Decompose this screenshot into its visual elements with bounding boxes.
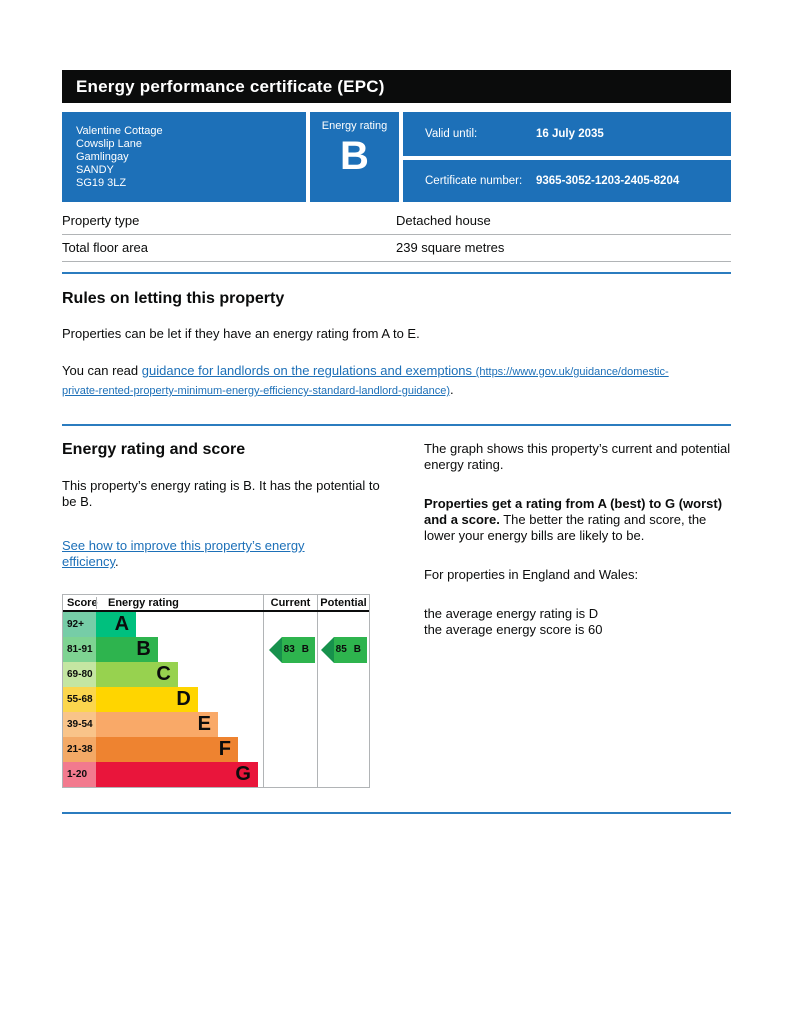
guidance-suffix-text: . [450, 382, 454, 397]
landlord-guidance-link-text: guidance for landlords on the regulations and exemptions [141, 363, 473, 378]
document-title-bar [62, 70, 731, 103]
current-cell [263, 712, 317, 737]
chart-band-row [63, 712, 369, 737]
landlord-guidance-link[interactable] [62, 363, 669, 397]
valid-until-label: Valid until: [425, 128, 478, 140]
average-rating-line: the average energy rating is D [423, 606, 599, 621]
certificate-number-label: Certificate number: [425, 175, 523, 187]
property-address [62, 112, 306, 202]
band-score-range: 21-38 [63, 737, 96, 762]
chart-potential-header: Potential [317, 595, 369, 610]
arrow-body [334, 637, 367, 663]
potential-cell [317, 662, 369, 687]
rules-paragraph: Properties can be let if they have an energy rating from A to E. [62, 326, 420, 341]
rules-heading: Rules on letting this property [62, 290, 285, 307]
band-bar-a: A [96, 612, 136, 637]
current-cell [263, 737, 317, 762]
chart-band-row [63, 662, 369, 687]
floor-area-label: Total floor area [62, 240, 148, 255]
band-score-range: 39-54 [63, 712, 96, 737]
arrow-letter: B [353, 644, 361, 655]
band-bar-b: B [96, 637, 158, 662]
improve-efficiency-link[interactable]: See how to improve this property’s energy efficiency [62, 538, 305, 569]
england-wales-intro: For properties in England and Wales: [423, 567, 639, 582]
energy-rating-value: B [340, 134, 369, 178]
rating-heading: Energy rating and score [62, 441, 246, 458]
potential-cell [317, 737, 369, 762]
rating-arrow [269, 637, 315, 663]
band-bar-c: C [96, 662, 178, 687]
band-bar-area [96, 662, 263, 687]
chart-rows [63, 612, 369, 787]
certificate-number-row [403, 160, 731, 202]
valid-until-row [403, 112, 731, 156]
table-row [62, 208, 731, 235]
property-type-value: Detached house [396, 213, 491, 228]
rating-left-column [62, 441, 391, 788]
band-bar-area [96, 712, 263, 737]
page-title: Energy performance certificate (EPC) [76, 76, 385, 96]
arrow-letter: B [301, 644, 309, 655]
potential-cell [317, 712, 369, 737]
table-row [62, 235, 731, 262]
rating-explainer [424, 496, 731, 544]
band-bar-f: F [96, 737, 238, 762]
floor-area-value: 239 square metres [396, 240, 505, 255]
arrow-tip [321, 637, 334, 663]
rating-summary-paragraph: This property’s energy rating is B. It has the potential to be B. [62, 478, 380, 509]
band-bar-area [96, 612, 263, 637]
band-bar-g: G [96, 762, 258, 787]
certificate-number-value: 9365-3052-1203-2405-8204 [536, 175, 680, 187]
property-facts-table [62, 208, 731, 262]
chart-rating-header: Energy rating [96, 597, 263, 609]
arrow-tip [269, 637, 282, 663]
potential-cell [317, 762, 369, 787]
guidance-prefix-text: You can read [62, 363, 142, 378]
average-score-line: the average energy score is 60 [423, 622, 603, 637]
section-divider [62, 424, 731, 426]
band-bar-area [96, 637, 263, 662]
section-divider [62, 272, 731, 274]
rules-guidance-paragraph [62, 362, 702, 400]
improve-link-wrap [62, 538, 352, 570]
chart-band-row [63, 737, 369, 762]
arrow-body [282, 637, 315, 663]
chart-score-header: Score [67, 596, 98, 609]
chart-header-row [63, 595, 369, 612]
address-line: SG19 3LZ [76, 177, 127, 189]
rating-right-column [424, 441, 731, 788]
rating-arrow [321, 637, 367, 663]
band-bar-area [96, 687, 263, 712]
address-line: Valentine Cottage [76, 125, 163, 137]
summary-panel [62, 112, 731, 202]
arrow-score: 83 [283, 644, 295, 655]
energy-rating-section [62, 441, 731, 788]
potential-cell [317, 612, 369, 637]
energy-rating-chart [62, 594, 370, 788]
property-type-label: Property type [62, 213, 140, 228]
chart-band-row [63, 687, 369, 712]
rules-section [62, 290, 731, 400]
chart-current-header: Current [263, 595, 317, 610]
chart-band-row [63, 612, 369, 637]
energy-rating-box [310, 112, 399, 202]
address-line: Cowslip Lane [76, 138, 143, 150]
band-bar-d: D [96, 687, 198, 712]
band-score-range: 92+ [63, 612, 96, 637]
band-bar-area [96, 762, 263, 787]
section-divider [62, 812, 731, 814]
potential-cell [317, 687, 369, 712]
arrow-score: 85 [335, 644, 347, 655]
address-line: SANDY [76, 164, 114, 176]
current-cell [263, 687, 317, 712]
current-cell [263, 637, 317, 662]
band-bar-area [96, 737, 263, 762]
valid-until-value: 16 July 2035 [536, 128, 604, 140]
band-score-range: 55-68 [63, 687, 96, 712]
current-cell [263, 662, 317, 687]
chart-band-row [63, 637, 369, 662]
current-cell [263, 612, 317, 637]
band-bar-e: E [96, 712, 218, 737]
certificate-info-stack [403, 112, 731, 202]
band-score-range: 81-91 [63, 637, 96, 662]
energy-rating-label: Energy rating [321, 120, 388, 132]
potential-cell [317, 637, 369, 662]
band-score-range: 69-80 [63, 662, 96, 687]
current-cell [263, 762, 317, 787]
address-line: Gamlingay [76, 151, 129, 163]
improve-link-suffix: . [115, 554, 119, 569]
band-score-range: 1-20 [63, 762, 96, 787]
rating-explainer-bold: Properties get a rating from A (best) to G (worst) and a score. [423, 496, 723, 527]
landlord-guidance-link-url: (https://www.gov.uk/guidance/domestic-private-rented-property-minimum-energy-efficiency-standard-landlord-guidance) [62, 366, 669, 397]
chart-band-row [63, 762, 369, 787]
rating-explainer-rest: The better the rating and score, the lower your energy bills are likely to be. [423, 512, 707, 543]
graph-description: The graph shows this property’s current and potential energy rating. [423, 441, 731, 472]
average-rating-lines [424, 606, 731, 638]
